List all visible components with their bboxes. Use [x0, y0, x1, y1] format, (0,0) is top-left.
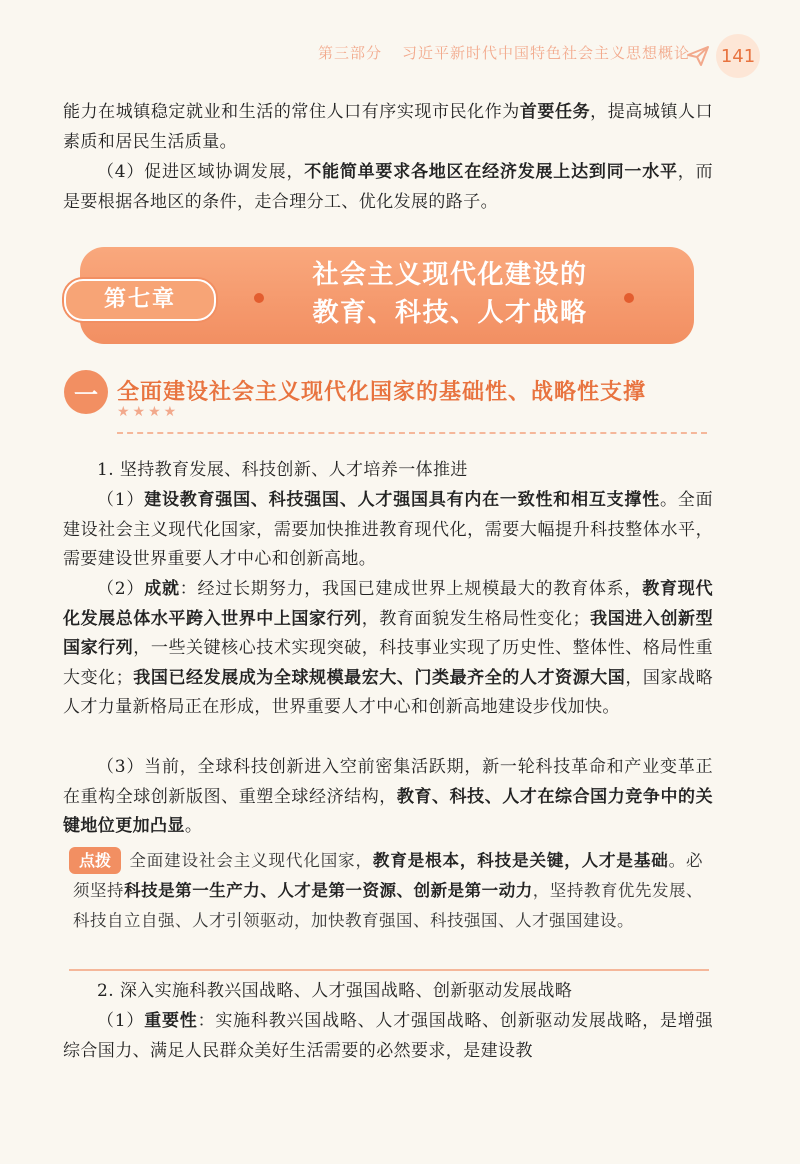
section-divider — [117, 432, 707, 434]
body-text: ：经过长期努力，我国已建成世界上规模最大的教育体系， — [179, 579, 643, 599]
subsection-1-heading: 1. 坚持教育发展、科技创新、人才培养一体推进 — [97, 460, 468, 480]
emphasis-text: 成就 — [144, 579, 180, 599]
chapter-title — [270, 256, 630, 332]
tip-text — [73, 846, 703, 936]
emphasis-text: 教育是根本，科技是关键，人才是基础 — [372, 851, 669, 870]
subsection-1-paragraph-3 — [63, 753, 713, 842]
emphasis-text: 教育、科技、人才在综合国力竞争中的关键地位更加凸显 — [63, 786, 713, 836]
page-number: 141 — [716, 34, 760, 78]
emphasis-text: 科技是第一生产力、人才是第一资源、创新是第一动力 — [124, 881, 533, 900]
chapter-title-line-1: 社会主义现代化建设的 — [312, 260, 588, 290]
section-number-badge: 一 — [64, 370, 108, 414]
body-text: （4）促进区域协调发展， — [97, 162, 305, 182]
intro-paragraph-2 — [63, 158, 713, 217]
importance-stars: ★★★★ — [117, 404, 180, 420]
book-title: 习近平新时代中国特色社会主义思想概论 — [401, 44, 690, 62]
subsection-2-heading: 2. 深入实施科教兴国战略、人才强国战略、创新驱动发展战略 — [97, 981, 573, 1001]
paper-plane-icon — [686, 44, 710, 68]
body-text: （2） — [97, 579, 145, 599]
body-text: ：实施科教兴国战略、人才强国战略、创新驱动发展战略，是增强综合国力、满足人民群众美好生活需要的必然要求，是建设教 — [63, 1011, 713, 1061]
body-text: ，一些关键核心技术实现突破，科技事业实现了历史性、整体性、格局性重大变化； — [63, 638, 713, 688]
emphasis-text: 不能简单要求各地区在经济发展上达到同一水平 — [304, 162, 678, 182]
body-text: （1） — [97, 490, 145, 510]
intro-paragraph-1 — [63, 98, 713, 157]
banner-dot-left — [254, 293, 264, 303]
running-header — [0, 42, 690, 63]
body-text: ，提高城镇人口素质和居民生活质量。 — [63, 102, 713, 152]
body-text: ，而是要根据各地区的条件，走合理分工、优化发展的路子。 — [63, 162, 713, 212]
body-text: 全面建设社会主义现代化国家， — [129, 851, 373, 870]
tip-body — [73, 851, 703, 930]
subsection-1-paragraph-2 — [63, 575, 713, 723]
emphasis-text: 首要任务 — [519, 102, 591, 122]
chapter-title-line-2: 教育、科技、人才战略 — [312, 298, 588, 328]
part-label: 第三部分 — [317, 44, 382, 62]
emphasis-text: 重要性 — [144, 1011, 198, 1031]
body-text: ，教育面貌发生格局性变化； — [361, 608, 590, 629]
body-text: 。全面建设社会主义现代化国家，需要加快推进教育现代化，需要大幅提升科技整体水平，需要建设世界重要人才中心和创新高地。 — [63, 490, 713, 569]
subsection-2-paragraph-1 — [63, 1007, 713, 1066]
body-text: 能力在城镇稳定就业和生活的常住人口有序实现市民化作为 — [63, 102, 520, 122]
body-text: 。必须坚持 — [73, 851, 704, 900]
chapter-label: 第七章 — [64, 279, 216, 321]
emphasis-text: 我国进入创新型国家行列 — [63, 608, 713, 658]
body-text: （3）当前，全球科技创新进入空前密集活跃期，新一轮科技革命和产业变革正在重构全球创新版图、重塑全球经济结构， — [63, 757, 713, 807]
emphasis-text: 建设教育强国、科技强国、人才强国具有内在一致性和相互支撑性 — [144, 490, 661, 510]
body-text: 。 — [184, 816, 203, 836]
section-title: 全面建设社会主义现代化国家的基础性、战略性支撑 — [117, 379, 647, 405]
emphasis-text: 教育现代化发展总体水平跨入世界中上国家行列 — [63, 579, 713, 629]
body-text: （1） — [97, 1011, 145, 1031]
body-text: ，坚持教育优先发展、科技自立自强、人才引领驱动，加快教育强国、科技强国、人才强国建设。 — [73, 881, 704, 930]
tip-divider — [69, 969, 709, 971]
tip-label: 点拨 — [69, 847, 121, 874]
emphasis-text: 我国已经发展成为全球规模最宏大、门类最齐全的人才资源大国 — [133, 667, 626, 688]
body-text: ，国家战略人才力量新格局正在形成，世界重要人才中心和创新高地建设步伐加快。 — [63, 667, 713, 717]
subsection-1-paragraph-1 — [63, 486, 713, 575]
